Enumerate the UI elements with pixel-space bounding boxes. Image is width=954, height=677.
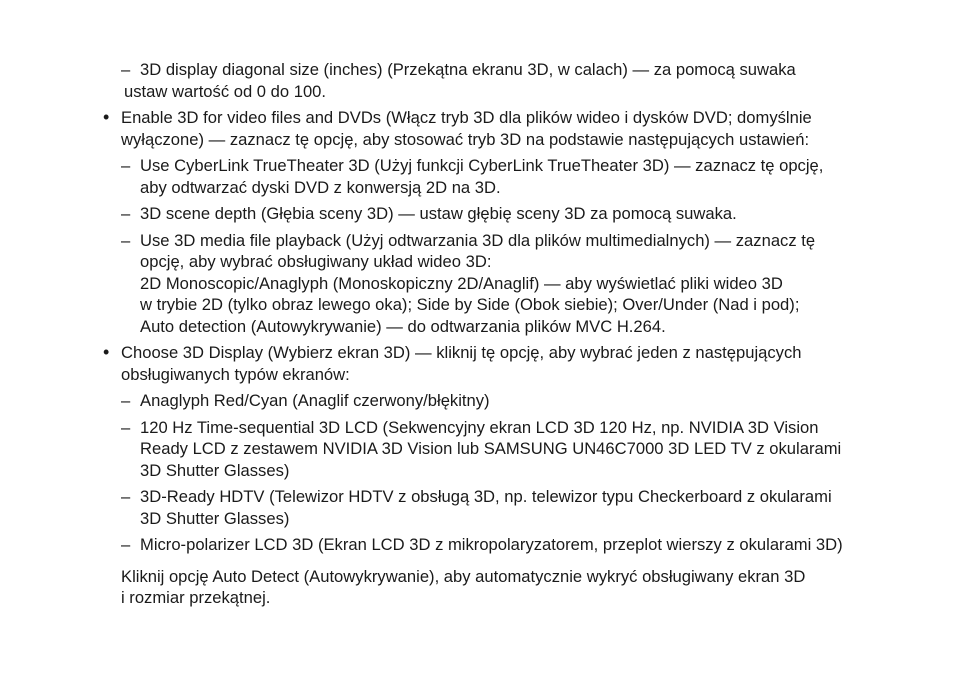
text-line: Enable 3D for video files and DVDs (Włącz tryb 3D dla plików wideo i dysków DVD; domyślnie — [121, 108, 812, 127]
text-line: Use CyberLink TrueTheater 3D (Użyj funkcji CyberLink TrueTheater 3D) — zaznacz tę opcję, — [140, 156, 824, 175]
text-line: Auto detection (Autowykrywanie) — do odtwarzania plików MVC H.264. — [140, 316, 666, 336]
dash-sub-item — [0, 155, 954, 198]
dash-marker: – — [121, 156, 131, 175]
dash-marker: – — [121, 391, 131, 410]
dash-sub-item — [0, 534, 954, 556]
dash-marker: – — [121, 230, 131, 250]
text-line: w trybie 2D (tylko obraz lewego oka); Side by Side (Obok siebie); Over/Under (Nad i pod); — [140, 295, 800, 314]
text-line: 3D Shutter Glasses) — [140, 460, 290, 480]
text-line: i rozmiar przekątnej. — [121, 588, 271, 607]
text-line: Ready LCD z zestawem NVIDIA 3D Vision lub SAMSUNG UN46C7000 3D LED TV z okularami — [140, 439, 842, 458]
dash-sub-item — [0, 230, 954, 338]
dash-marker: – — [121, 417, 131, 437]
closing-paragraph — [0, 566, 954, 609]
text-line: Anaglyph Red/Cyan (Anaglif czerwony/błękitny) — [140, 391, 490, 410]
text-line: Choose 3D Display (Wybierz ekran 3D) — kliknij tę opcję, aby wybrać jeden z następujących — [121, 343, 802, 362]
bullet-marker: • — [103, 342, 110, 362]
text-line: 3D scene depth (Głębia sceny 3D) — ustaw głębię sceny 3D za pomocą suwaka. — [140, 204, 737, 223]
dash-sub-item — [0, 390, 954, 412]
text-line: Micro-polarizer LCD 3D (Ekran LCD 3D z mikropolaryzatorem, przeplot wierszy z okularami 3D) — [140, 535, 843, 554]
text-line: 3D-Ready HDTV (Telewizor HDTV z obsługą 3D, np. telewizor typu Checkerboard z okularami — [140, 487, 832, 506]
dash-marker: – — [121, 60, 131, 79]
text-line: Use 3D media file playback (Użyj odtwarzania 3D dla plików multimedialnych) — zaznacz tę — [140, 230, 816, 250]
text-line: opcję, aby wybrać obsługiwany układ wideo 3D: — [140, 252, 492, 271]
bullet-item — [0, 342, 954, 385]
text-line: wyłączone) — zaznacz tę opcję, aby stosować tryb 3D na podstawie następujących ustawień: — [121, 129, 810, 149]
text-line: 2D Monoscopic/Anaglyph (Monoskopiczny 2D/Anaglif) — aby wyświetlać pliki wideo 3D — [140, 273, 783, 293]
bullet-item — [0, 107, 954, 150]
document-page — [0, 59, 954, 609]
text-line: aby odtwarzać dyski DVD z konwersją 2D na 3D. — [140, 177, 501, 197]
text-line: 3D Shutter Glasses) — [140, 508, 290, 528]
dash-sub-item — [0, 59, 954, 102]
dash-sub-item — [0, 486, 954, 529]
text-line: obsługiwanych typów ekranów: — [121, 364, 350, 384]
text-line: Kliknij opcję Auto Detect (Autowykrywanie), aby automatycznie wykryć obsługiwany ekran 3D — [121, 566, 806, 586]
dash-sub-item — [0, 417, 954, 482]
dash-sub-item — [0, 203, 954, 225]
text-line: 3D display diagonal size (inches) (Przekątna ekranu 3D, w calach) — za pomocą suwaka — [140, 60, 796, 79]
dash-marker: – — [121, 204, 131, 223]
bullet-marker: • — [103, 107, 110, 127]
settings-list — [0, 59, 954, 556]
dash-marker: – — [121, 487, 131, 506]
text-line: 120 Hz Time-sequential 3D LCD (Sekwencyjny ekran LCD 3D 120 Hz, np. NVIDIA 3D Vision — [140, 417, 819, 437]
dash-marker: – — [121, 535, 131, 554]
text-line: ustaw wartość od 0 do 100. — [124, 81, 327, 101]
